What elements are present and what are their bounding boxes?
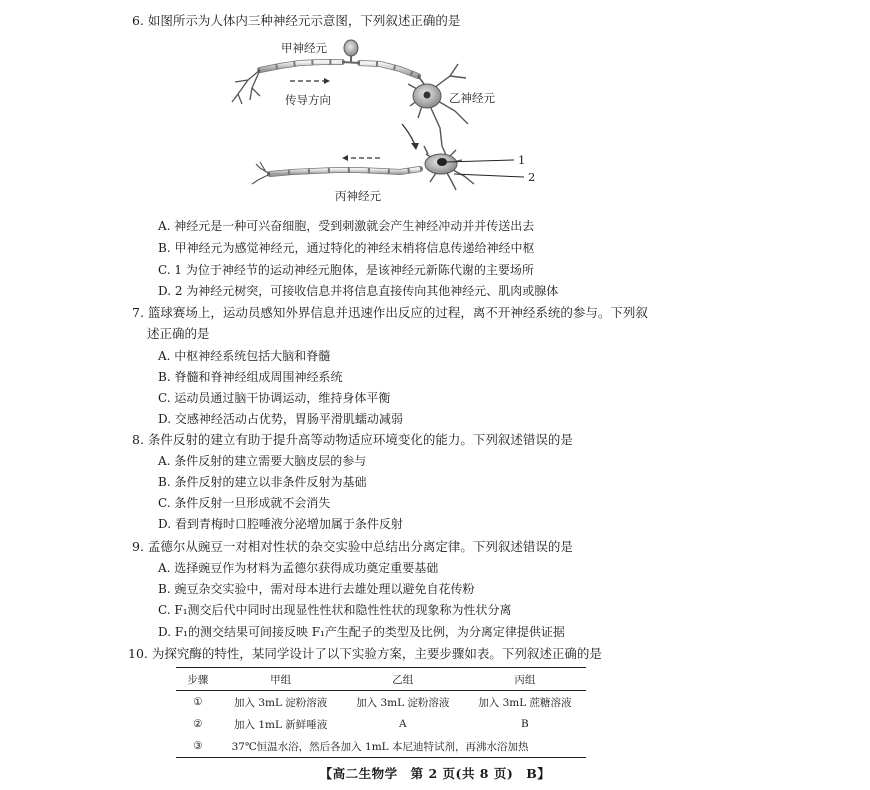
table-cell: ② xyxy=(193,718,203,730)
header-step: 步骤 xyxy=(187,673,209,686)
header-group-yi: 乙组 xyxy=(392,673,414,686)
q8-stem: 8. 条件反射的建立有助于提升高等动物适应环境变化的能力。下列叙述错误的是 xyxy=(132,432,573,447)
q10-stem: 10. 为探究酶的特性，某同学设计了以下实验方案，主要步骤如表。下列叙述正确的是 xyxy=(128,646,602,661)
table-cell: A xyxy=(398,718,407,730)
table-row xyxy=(176,691,586,714)
q8-option-d: D. 看到青梅时口腔唾液分泌增加属于条件反射 xyxy=(158,517,403,531)
q6-option-a: A. 神经元是一种可兴奋细胞，受到刺激就会产生神经冲动并并传送出去 xyxy=(158,219,535,233)
table-cell: 加入 1mL 新鲜唾液 xyxy=(233,718,328,731)
label-bing-neuron: 丙神经元 xyxy=(335,189,381,203)
direction-arrow-icon xyxy=(324,78,330,84)
q9-stem: 9. 孟德尔从豌豆一对相对性状的杂交实验中总结出分离定律。下列叙述错误的是 xyxy=(132,539,573,554)
q7-stem-cont: 述正确的是 xyxy=(147,326,210,341)
neuron-diagram xyxy=(230,36,560,206)
table-header-row xyxy=(176,668,586,691)
neuron-bing xyxy=(252,146,474,190)
table-cell-merged: 37℃恒温水浴，然后各加入 1mL 本尼迪特试剂，再沸水浴加热 xyxy=(231,740,529,753)
header-group-bing: 丙组 xyxy=(514,673,536,686)
table-cell: 加入 3mL 蔗糖溶液 xyxy=(478,696,572,709)
label-yi-neuron: 乙神经元 xyxy=(449,91,495,105)
table-row xyxy=(176,735,586,758)
q7-option-d: D. 交感神经活动占优势，胃肠平滑肌蠕动减弱 xyxy=(158,412,403,426)
label-direction: 传导方向 xyxy=(285,93,331,107)
label-jia-neuron: 甲神经元 xyxy=(281,41,327,55)
q8-option-c: C. 条件反射一旦形成就不会消失 xyxy=(158,496,331,510)
table-row xyxy=(176,713,586,735)
table-cell: B xyxy=(521,718,529,730)
page-footer: 【高二生物学 第 2 页(共 8 页) B】 xyxy=(319,766,551,781)
table-cell: ① xyxy=(193,696,203,708)
q6-stem: 6. 如图所示为人体内三种神经元示意图，下列叙述正确的是 xyxy=(132,13,461,28)
q8-option-a: A. 条件反射的建立需要大脑皮层的参与 xyxy=(158,454,367,468)
q7-stem: 7. 篮球赛场上，运动员感知外界信息并迅速作出反应的过程，离不开神经系统的参与。下列叙 xyxy=(132,305,648,320)
label-mark-1: 1 xyxy=(518,153,526,167)
q9-option-d: D. F₁的测交结果可间接反映 F₁产生配子的类型及比例，为分离定律提供证据 xyxy=(158,625,565,639)
q9-option-a: A. 选择豌豆作为材料为孟德尔获得成功奠定重要基础 xyxy=(158,561,439,575)
neuron-yi xyxy=(408,64,468,164)
q7-option-c: C. 运动员通过脑干协调运动，维持身体平衡 xyxy=(158,391,391,405)
direction-arrow-icon xyxy=(342,155,348,161)
experiment-table xyxy=(176,667,586,758)
header-group-jia: 甲组 xyxy=(270,673,292,686)
q7-option-b: B. 脊髓和脊神经组成周围神经系统 xyxy=(158,370,343,384)
q6-option-b: B. 甲神经元为感觉神经元，通过特化的神经末梢将信息传递给神经中枢 xyxy=(158,241,535,255)
q7-option-a: A. 中枢神经系统包括大脑和脊髓 xyxy=(158,349,331,363)
q6-option-d: D. 2 为神经元树突，可接收信息并将信息直接传向其他神经元、肌肉或腺体 xyxy=(158,284,559,298)
neuron-jia xyxy=(232,40,430,104)
label-mark-2: 2 xyxy=(528,170,536,184)
q6-option-c: C. 1 为位于神经节的运动神经元胞体，是该神经元新陈代谢的主要场所 xyxy=(158,263,534,277)
table-cell: 加入 3mL 淀粉溶液 xyxy=(356,696,450,709)
synapse-arrow-icon xyxy=(411,143,419,150)
table-cell: ③ xyxy=(193,740,203,752)
q9-option-b: B. 豌豆杂交实验中，需对母本进行去雄处理以避免自花传粉 xyxy=(158,582,475,596)
q8-option-b: B. 条件反射的建立以非条件反射为基础 xyxy=(158,475,367,489)
table-cell: 加入 3mL 淀粉溶液 xyxy=(233,696,328,709)
q9-option-c: C. F₁测交后代中同时出现显性性状和隐性性状的现象称为性状分离 xyxy=(158,603,512,617)
